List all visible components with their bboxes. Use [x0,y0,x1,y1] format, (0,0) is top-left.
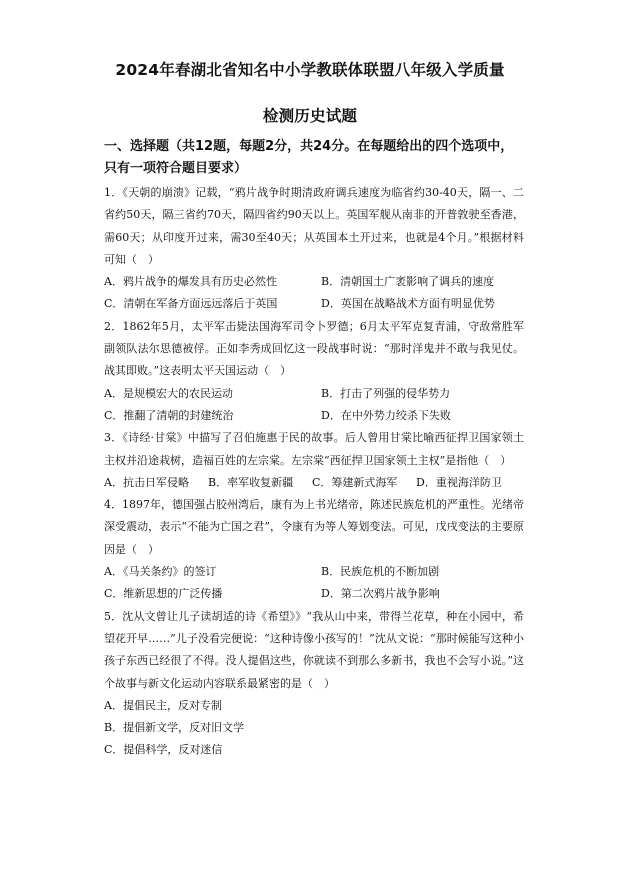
question-1-option-a: A．鸦片战争的爆发具有历史必然性 [104,275,277,289]
question-4-option-c: C．维新思想的广泛传播 [104,587,223,601]
question-3-option-a: A．抗击日军侵略 [104,475,189,489]
question-3-stem: 3．《诗经·甘棠》中描写了召伯施惠于民的故事。后人曾用甘棠比喻西征捍卫国家领土主权并沿途栽树，造福百姓的左宗棠。左宗棠“西征捍卫国家领土主权”是指他（ ） [104,431,524,467]
exam-title-line2: 检测历史试题 [262,107,358,125]
question-3-option-c: C．筹建新式海军 [312,475,398,489]
question-1-option-d: D．英国在战略战术方面有明显优势 [321,297,495,311]
question-5-option-b: B．提倡新文学，反对旧文学 [104,721,245,735]
question-4-option-a: A．《马关条约》的签订 [104,565,217,579]
question-4-stem: 4．1897年，德国强占胶州湾后，康有为上书光绪帝，陈述民族危机的严重性。光绪帝深受震动，表示“不能为亡国之君”，令康有为等人筹划变法。可见，戊戌变法的主要原因是（ ） [104,498,524,556]
question-5-options [104,695,524,762]
exam-title-line1: 2024年春湖北省知名中小学教联体联盟八年级入学质量 [115,61,505,79]
question-4-option-d: D．第二次鸦片战争影响 [321,587,440,601]
question-2-option-c: C．推翻了清朝的封建统治 [104,408,234,422]
question-4-option-b: B．民族危机的不断加剧 [321,565,440,579]
question-1-option-b: B．清朝国土广袤影响了调兵的速度 [321,275,495,289]
question-list [104,182,524,762]
question-2-option-d: D．在中外势力绞杀下失败 [321,408,451,422]
question-2-stem: 2．1862年5月，太平军击毙法国海军司令卜罗德；6月太平军克复青浦，守敌常胜军副领队法尔思德被俘。正如李秀成回忆这一段战事时说：“那时洋鬼并不敢与我见仗。战其即败。”这表明太平天国运动（ ） [104,319,524,378]
question-5-option-a: A．提倡民主，反对专制 [104,698,222,712]
question-4-options [104,561,524,606]
question-3-option-b: B．率军收复新疆 [208,475,294,489]
question-2-option-b: B．打击了列强的侵华势力 [321,386,451,400]
question-1-options [104,271,524,316]
question-2-options [104,383,524,428]
question-5-stem: 5．沈从文曾让儿子读胡适的诗《希望》》“我从山中来，带得兰花草，种在小园中，希望花开早……”儿子没看完便说：“这种诗像小孩写的！”沈从文说：“那时候能写这种小孩子东西已经很了不得。没人提倡这些，你就读不到那么多新书，我也不会写小说。”这个故事与新文化运动内容联系最紧密的是（ ） [104,609,524,690]
question-1-stem: 1．《天朝的崩溃》记载，“鸦片战争时期清政府调兵速度为临省约30-40天，隔一、二省约50天，隔三省约70天，隔四省约90天以上。英国军舰从南非的开普敦驶至香港，需60天；从印度开过来，需30至40天；从英国本土开过来，也就是4个月。”根据材料可知（ ） [104,186,524,266]
question-3-option-d: D．重视海洋防卫 [416,475,502,489]
question-3-options [104,472,524,494]
question-1-option-c: C．清朝在军备方面远远落后于英国 [104,297,278,311]
question-2-option-a: A．是规模宏大的农民运动 [104,386,233,400]
section-heading: 一、选择题（共12题，每题2分，共24分。在每题给出的四个选项中，只有一项符合题目要求） [104,139,514,176]
question-5-option-c: C．提倡科学，反对迷信 [104,743,223,757]
